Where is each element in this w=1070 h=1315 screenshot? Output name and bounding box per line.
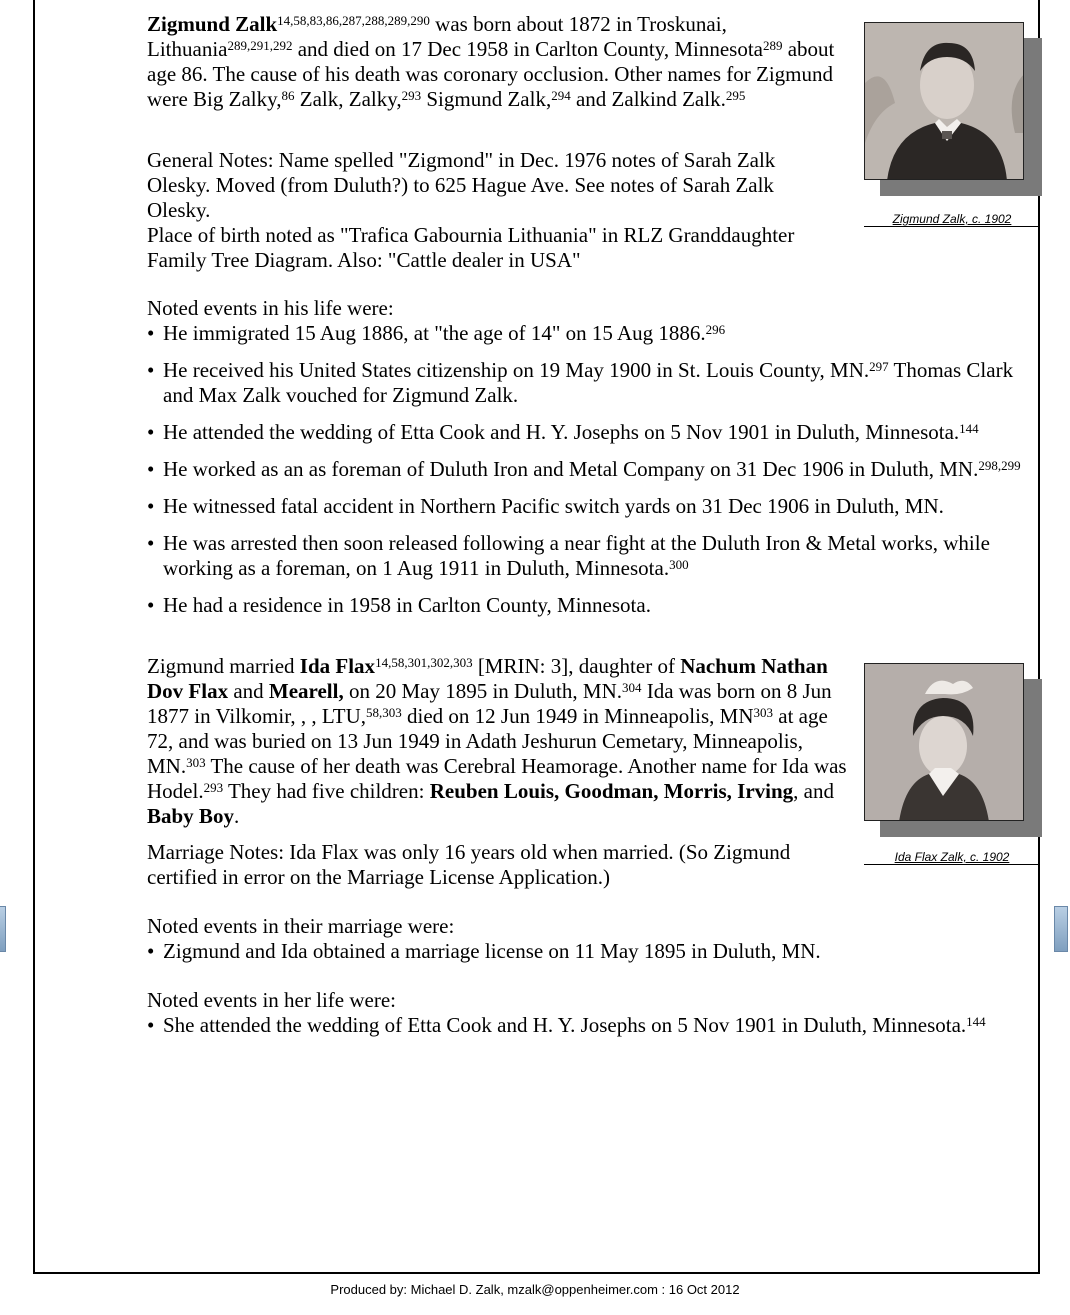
list-item: • He attended the wedding of Etta Cook and H. Y. Josephs on 5 Nov 1901 in Duluth, Minnesota.$^{144}$ [147, 420, 1032, 445]
her-events-heading: Noted events in her life were: [147, 988, 396, 1012]
zigmund-photo-caption: Zigmund Zalk, c. 1902 [892, 212, 1012, 226]
citation: 86 [281, 88, 295, 103]
list-item: • Zigmund and Ida obtained a marriage license on 11 May 1895 in Duluth, MN. [147, 939, 1032, 964]
ida-photo-figure [864, 663, 1042, 873]
caption-rule [864, 864, 1040, 865]
citation: 295 [725, 88, 746, 103]
citation: 297 [869, 359, 889, 374]
citation: 293 [203, 780, 224, 795]
his-events-heading: Noted events in his life were: [147, 296, 394, 320]
citation: 298,299 [978, 458, 1021, 473]
citation: 293 [401, 88, 422, 103]
list-item: • He was arrested then soon released following a near fight at the Duluth Iron & Metal works, while working as a foreman, on 1 Aug 1911 in Duluth, Minnesota.$^{300}$ [147, 531, 1032, 581]
children-names: Reuben Louis, Goodman, Morris, Irving [429, 779, 794, 803]
marriage-events-heading: Noted events in their marriage were: [147, 914, 455, 938]
marriage-events-section [147, 914, 1032, 964]
citation: 144 [959, 421, 979, 436]
her-events-section [147, 988, 1032, 1038]
citation: 294 [551, 88, 571, 103]
his-events-section [147, 296, 1032, 618]
mother-name: Mearell, [268, 679, 344, 703]
his-events-list [147, 321, 1032, 618]
zigmund-portrait-photo [864, 22, 1024, 180]
list-item: • She attended the wedding of Etta Cook and H. Y. Josephs on 5 Nov 1901 in Duluth, Minnesota.$^{144}$ [147, 1013, 1032, 1038]
citation: 289,291,292 [227, 38, 293, 53]
list-item: • He had a residence in 1958 in Carlton County, Minnesota. [147, 593, 1032, 618]
list-item: • He received his United States citizenship on 19 May 1900 in St. Louis County, MN.$^{297}$ Thomas Clark and Max Zalk vouched for Zigmund Zalk. [147, 358, 1032, 408]
person-bio-paragraph: Zigmund Zalk$^{14,58,83,86,287,288,289,290}$ was born about 1872 in Troskunai, Lithuania$^{289,291,292}$ and died on 17 Dec 1958 in Carlton County, Minnesota$^{289}$ about age 86. The cause of his death was coronary occlusion. Other names for Zigmund were Big Zalky,$^{86}$ Zalk, Zalky,$^{293}$ Sigmund Zalk,$^{294}$ and Zalkind Zalk.$^{295}$ [147, 12, 835, 111]
citation: 296 [705, 322, 726, 337]
ida-photo-caption: Ida Flax Zalk, c. 1902 [894, 850, 1010, 864]
last-child-name: Baby Boy [147, 804, 234, 828]
list-item: • He immigrated 15 Aug 1886, at "the age of 14" on 15 Aug 1886.$^{296}$ [147, 321, 1032, 346]
caption-rule [864, 226, 1040, 227]
citation: 14,58,83,86,287,288,289,290 [277, 13, 430, 28]
person-name: Zigmund Zalk [147, 12, 278, 36]
citation: 304 [621, 680, 642, 695]
left-scroll-tab[interactable] [0, 906, 6, 952]
general-notes: General Notes: Name spelled "Zigmond" in Dec. 1976 notes of Sarah Zalk Olesky. Moved (from Duluth?) to 625 Hague Ave. See notes of Sarah Zalk Olesky. Place of birth noted as "Trafica Gabournia Lithuania" in RLZ Granddaughter Family Tree Diagram. Also: "Cattle dealer in USA" [147, 148, 795, 272]
ida-portrait-photo [864, 663, 1024, 821]
right-scroll-tab[interactable] [1054, 906, 1068, 952]
citation: 303 [753, 705, 773, 720]
citation: 144 [966, 1014, 986, 1029]
marriage-notes: Marriage Notes: Ida Flax was only 16 years old when married. (So Zigmund certified in error on the Marriage License Application.) [147, 840, 791, 889]
citation: 14,58,301,302,303 [375, 655, 473, 670]
marriage-paragraph: Zigmund married Ida Flax$^{14,58,301,302,303}$ [MRIN: 3], daughter of Nachum Nathan Dov Flax and Mearell, on 20 May 1895 in Duluth, MN.$^{304}$ Ida was born on 8 Jun 1877 in Vilkomir, , , LTU,$^{58,303}$ died on 12 Jun 1949 in Minneapolis, MN$^{303}$ at age 72, and was buried on 13 Jun 1949 in Adath Jeshurun Cemetary, Minneapolis, MN.$^{303}$ The cause of her death was Cerebral Heamorage. Another name for Ida was Hodel.$^{293}$ They had five children: Reuben Louis, Goodman, Morris, Irving, and Baby Boy. [147, 654, 847, 828]
father-name: Nachum Nathan Dov Flax [147, 654, 828, 703]
citation: 300 [669, 557, 689, 572]
spouse-name: Ida Flax [299, 654, 376, 678]
zigmund-photo-figure [864, 22, 1042, 232]
citation: 289 [762, 38, 783, 53]
list-item: • He worked as an as foreman of Duluth Iron and Metal Company on 31 Dec 1906 in Duluth, MN.$^{298,299}$ [147, 457, 1032, 482]
citation: 303 [186, 755, 206, 770]
citation: 58,303 [366, 705, 402, 720]
page-footer: Produced by: Michael D. Zalk, mzalk@oppenheimer.com : 16 Oct 2012 [330, 1282, 740, 1297]
list-item: • He witnessed fatal accident in Northern Pacific switch yards on 31 Dec 1906 in Duluth, MN. [147, 494, 1032, 519]
